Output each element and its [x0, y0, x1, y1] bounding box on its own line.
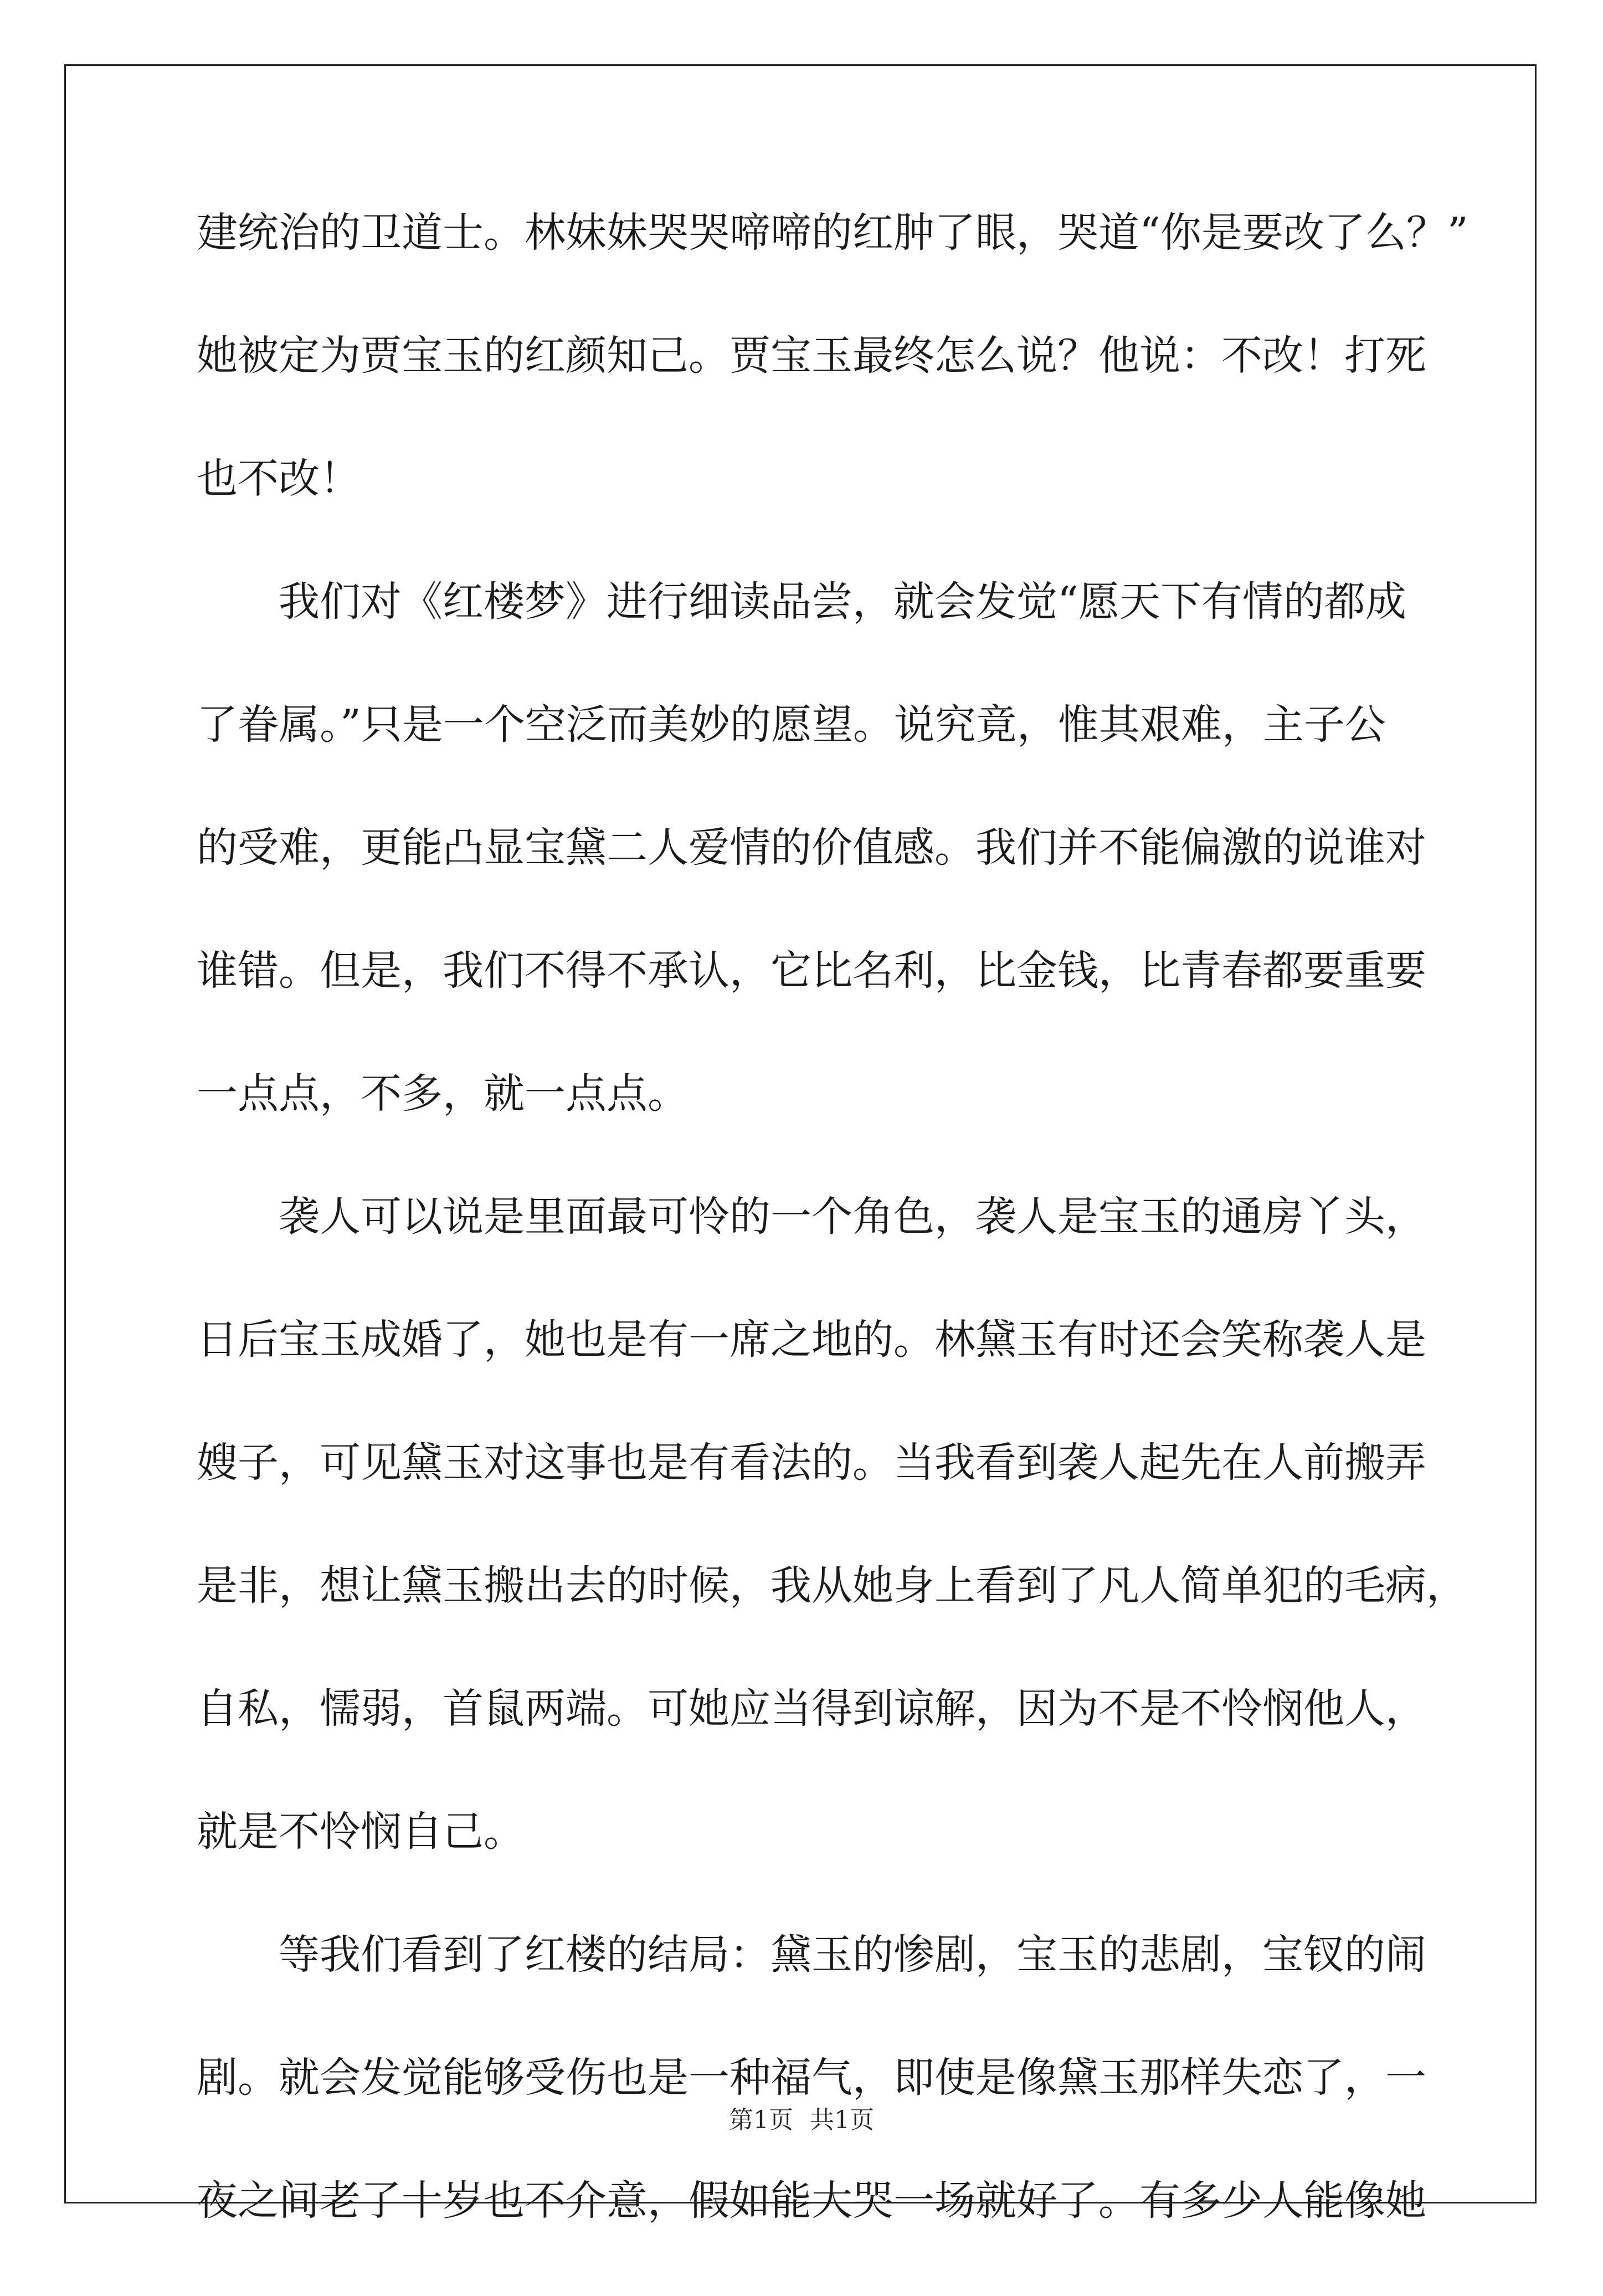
text-line: 夜之间老了十岁也不介意，假如能大哭一场就好了。有多少人能像她	[197, 2177, 1426, 2225]
document-body	[197, 205, 1468, 2296]
page-footer	[0, 2100, 1603, 2135]
text-line: 袭人可以说是里面最可怜的一个角色，袭人是宝玉的通房丫头，	[197, 1193, 1426, 1241]
text-line: 等我们看到了红楼的结局：黛玉的惨剧，宝玉的悲剧，宝钗的闹	[197, 1931, 1426, 1979]
text-line: 谁错。但是，我们不得不承认，它比名利，比金钱，比青春都要重要	[197, 947, 1426, 995]
text-line: 是非，想让黛玉搬出去的时候，我从她身上看到了凡人简单犯的毛病，	[197, 1562, 1467, 1610]
text-line: 也不改！	[197, 455, 361, 503]
text-line: 嫂子，可见黛玉对这事也是有看法的。当我看到袭人起先在人前搬弄	[197, 1439, 1426, 1487]
page-total: 共1页	[810, 2106, 874, 2134]
page-number: 第1页	[729, 2106, 793, 2134]
text-line: 的受难，更能凸显宝黛二人爱情的价值感。我们并不能偏激的说谁对	[197, 824, 1426, 872]
text-line: 就是不怜悯自己。	[197, 1808, 525, 1856]
text-line: 自私，懦弱，首鼠两端。可她应当得到谅解，因为不是不怜悯他人，	[197, 1685, 1426, 1733]
text-line: 她被定为贾宝玉的红颜知己。贾宝玉最终怎么说？他说：不改！打死	[197, 332, 1426, 380]
text-line: 剧。就会发觉能够受伤也是一种福气，即使是像黛玉那样失恋了，一	[197, 2054, 1426, 2102]
text-line: 了眷属。”只是一个空泛而美妙的愿望。说究竟，惟其艰难，主子公	[197, 701, 1386, 749]
text-line: 建统治的卫道士。林妹妹哭哭啼啼的红肿了眼，哭道“你是要改了么？”	[197, 209, 1468, 257]
text-line: 一点点，不多，就一点点。	[197, 1070, 689, 1118]
text-line: 日后宝玉成婚了，她也是有一席之地的。林黛玉有时还会笑称袭人是	[197, 1316, 1426, 1364]
text-line: 我们对《红楼梦》进行细读品尝，就会发觉“愿天下有情的都成	[197, 578, 1406, 626]
